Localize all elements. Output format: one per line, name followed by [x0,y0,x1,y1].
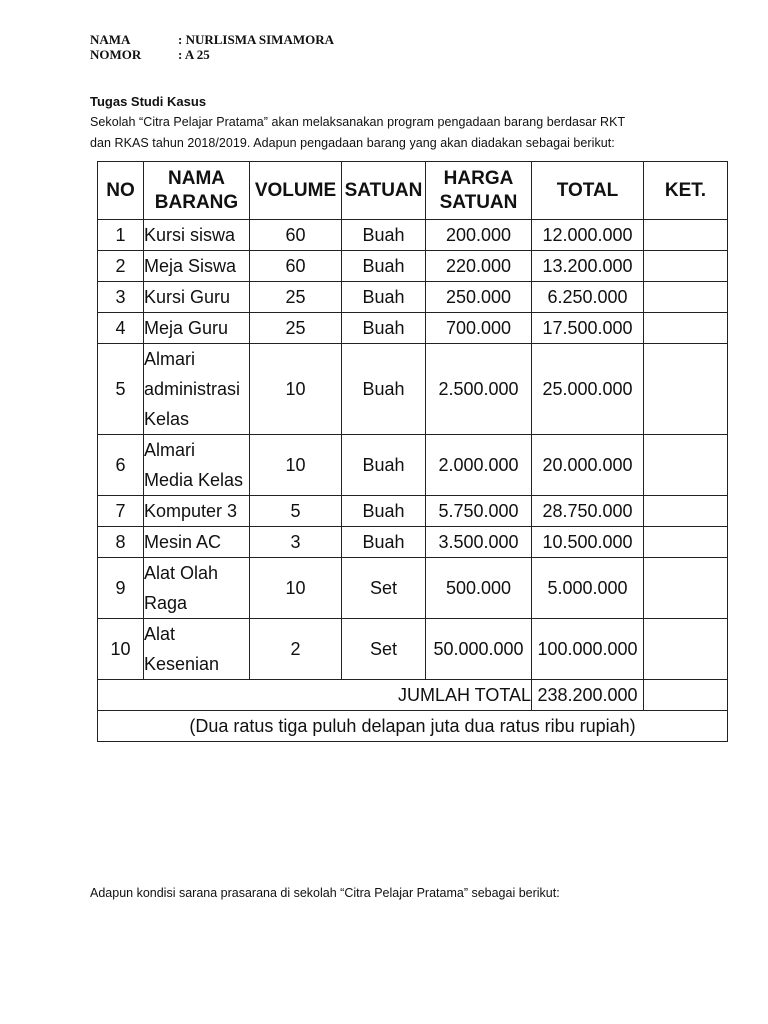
cell-no: 1 [98,220,144,251]
cell-harga: 3.500.000 [426,527,532,558]
table-row [98,282,728,313]
cell-harga: 250.000 [426,282,532,313]
cell-volume: 5 [250,496,342,527]
nomor-value: : A 25 [178,47,210,62]
cell-ket [644,313,728,344]
nomor-label: NOMOR [90,47,142,62]
terbilang-text: (Dua ratus tiga puluh delapan juta dua ratus ribu rupiah) [98,711,728,742]
header-harga-satuan: HARGA SATUAN [426,162,532,220]
header-volume: VOLUME [250,162,342,220]
cell-nama: Alat Olah Raga [144,558,250,619]
cell-total: 20.000.000 [532,435,644,496]
table-row [98,558,728,619]
header-ket: KET. [644,162,728,220]
cell-no: 4 [98,313,144,344]
table-row [98,496,728,527]
cell-total: 5.000.000 [532,558,644,619]
cell-volume: 10 [250,344,342,435]
intro-paragraph [90,112,710,154]
identity-block [90,32,334,62]
jumlah-total-label: JUMLAH TOTAL [98,680,532,711]
cell-total: 25.000.000 [532,344,644,435]
table-row [98,527,728,558]
cell-ket [644,619,728,680]
cell-harga: 220.000 [426,251,532,282]
cell-ket [644,251,728,282]
cell-ket [644,435,728,496]
cell-satuan: Buah [342,435,426,496]
cell-total: 12.000.000 [532,220,644,251]
cell-nama: Almari administrasi Kelas [144,344,250,435]
cell-nama: Alat Kesenian [144,619,250,680]
jumlah-total-value: 238.200.000 [532,680,644,711]
cell-nama: Komputer 3 [144,496,250,527]
cell-no: 6 [98,435,144,496]
table-row [98,619,728,680]
intro-line-2: dan RKAS tahun 2018/2019. Adapun pengadaan barang yang akan diadakan sebagai berikut: [90,136,615,150]
cell-ket [644,558,728,619]
cell-satuan: Buah [342,313,426,344]
cell-nama: Kursi Guru [144,282,250,313]
cell-total: 13.200.000 [532,251,644,282]
cell-total: 10.500.000 [532,527,644,558]
cell-total: 17.500.000 [532,313,644,344]
document-title: Tugas Studi Kasus [90,94,207,109]
cell-volume: 10 [250,558,342,619]
nomor-row [90,47,334,62]
cell-ket [644,496,728,527]
cell-volume: 60 [250,220,342,251]
cell-harga: 5.750.000 [426,496,532,527]
cell-nama: Meja Guru [144,313,250,344]
nama-label: NAMA [90,32,131,47]
cell-total: 28.750.000 [532,496,644,527]
cell-harga: 50.000.000 [426,619,532,680]
cell-no: 9 [98,558,144,619]
cell-volume: 25 [250,313,342,344]
cell-total: 100.000.000 [532,619,644,680]
cell-no: 10 [98,619,144,680]
nama-row [90,32,334,47]
jumlah-total-ket [644,680,728,711]
table-row [98,344,728,435]
cell-volume: 10 [250,435,342,496]
nama-value: : NURLISMA SIMAMORA [178,32,334,47]
cell-no: 7 [98,496,144,527]
procurement-table [97,161,728,742]
cell-volume: 3 [250,527,342,558]
cell-nama: Almari Media Kelas [144,435,250,496]
cell-volume: 25 [250,282,342,313]
cell-harga: 200.000 [426,220,532,251]
table-row [98,313,728,344]
cell-no: 8 [98,527,144,558]
cell-satuan: Buah [342,220,426,251]
cell-volume: 60 [250,251,342,282]
table-row [98,435,728,496]
cell-no: 2 [98,251,144,282]
cell-nama: Kursi siswa [144,220,250,251]
cell-harga: 700.000 [426,313,532,344]
cell-ket [644,220,728,251]
cell-no: 3 [98,282,144,313]
cell-harga: 2.000.000 [426,435,532,496]
cell-harga: 500.000 [426,558,532,619]
table-row [98,220,728,251]
cell-total: 6.250.000 [532,282,644,313]
cell-satuan: Buah [342,527,426,558]
cell-nama: Mesin AC [144,527,250,558]
header-satuan: SATUAN [342,162,426,220]
cell-volume: 2 [250,619,342,680]
cell-satuan: Buah [342,344,426,435]
cell-satuan: Set [342,619,426,680]
table-row [98,251,728,282]
cell-satuan: Buah [342,496,426,527]
cell-satuan: Set [342,558,426,619]
header-total: TOTAL [532,162,644,220]
footer-paragraph: Adapun kondisi sarana prasarana di sekolah “Citra Pelajar Pratama” sebagai berikut: [90,886,560,900]
cell-satuan: Buah [342,282,426,313]
terbilang-row [98,711,728,742]
table-header-row [98,162,728,220]
cell-satuan: Buah [342,251,426,282]
cell-ket [644,344,728,435]
cell-harga: 2.500.000 [426,344,532,435]
intro-line-1: Sekolah “Citra Pelajar Pratama” akan melaksanakan program pengadaan barang berdasar RKT [90,115,626,129]
cell-ket [644,527,728,558]
jumlah-total-row [98,680,728,711]
header-no: NO [98,162,144,220]
cell-nama: Meja Siswa [144,251,250,282]
header-nama-barang: NAMA BARANG [144,162,250,220]
cell-ket [644,282,728,313]
cell-no: 5 [98,344,144,435]
